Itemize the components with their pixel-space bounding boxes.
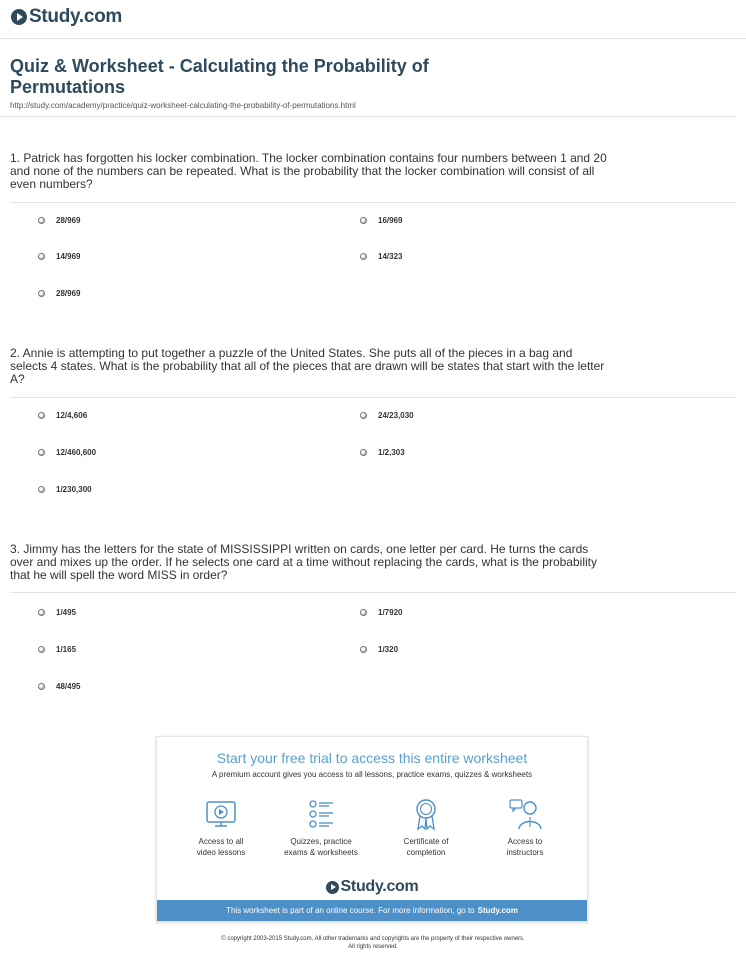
- radio-button-icon[interactable]: [38, 683, 45, 690]
- answer-option[interactable]: [38, 252, 80, 261]
- radio-button-icon[interactable]: [38, 412, 45, 419]
- copyright-line: © copyright 2003-2015 Study.com. All other trademarks and copyrights are the property of their respective owners.: [221, 936, 525, 942]
- feature-label: Certificate of completion: [403, 837, 449, 857]
- radio-button-icon[interactable]: [38, 486, 45, 493]
- video-lesson-icon: [204, 797, 238, 831]
- option-label: 1/7920: [378, 608, 403, 617]
- option-label: 1/165: [56, 645, 77, 654]
- option-label: 1/230,300: [56, 485, 92, 494]
- feature-label: Access to instructors: [506, 837, 544, 857]
- page-title: Quiz & Worksheet - Calculating the Probability of Permutations: [10, 56, 429, 97]
- promo-subheading: A premium account gives you access to all lessons, practice exams, quizzes & worksheets: [211, 770, 533, 779]
- radio-button-icon[interactable]: [360, 217, 367, 224]
- radio-button-icon[interactable]: [38, 290, 45, 297]
- option-label: 1/2,303: [378, 448, 405, 457]
- radio-button-icon[interactable]: [38, 253, 45, 260]
- title-divider: [0, 116, 736, 117]
- feature-instructors: [475, 797, 575, 858]
- question-1-text: 1. Patrick has forgotten his locker combination. The locker combination contains four numbers between 1 and 20 and none of the numbers can be repeated. What is the probability that the locker combination will consist of all even numbers?: [10, 151, 607, 191]
- answer-option[interactable]: [360, 411, 414, 420]
- option-label: 14/323: [378, 252, 403, 261]
- answer-option[interactable]: [360, 448, 405, 457]
- feature-video-lessons: [171, 797, 271, 858]
- option-label: 12/4,606: [56, 411, 88, 420]
- feature-certificate: [376, 797, 476, 858]
- instructor-chat-icon: [508, 797, 542, 831]
- feature-label: Quizzes, practice exams & worksheets: [284, 837, 358, 857]
- option-label: 28/969: [56, 216, 81, 225]
- page-url: http://study.com/academy/practice/quiz-worksheet-calculating-the-probability-of-permutations.html: [10, 101, 356, 110]
- logo-text: Study.com: [29, 6, 123, 27]
- course-info-bar[interactable]: [157, 900, 587, 921]
- feature-label: Access to all video lessons: [196, 837, 246, 857]
- radio-button-icon[interactable]: [360, 253, 367, 260]
- answer-option[interactable]: [38, 289, 80, 298]
- option-label: 16/969: [378, 216, 403, 225]
- rights-line: All rights reserved.: [348, 944, 398, 950]
- checklist-icon: [304, 797, 338, 831]
- answer-option[interactable]: [38, 216, 80, 225]
- answer-option[interactable]: [360, 608, 402, 617]
- answer-option[interactable]: [360, 252, 402, 261]
- answer-option[interactable]: [38, 411, 87, 420]
- certificate-ribbon-icon: [409, 797, 443, 831]
- radio-button-icon[interactable]: [38, 217, 45, 224]
- bar-text: This worksheet is part of an online course. For more information, go to: [226, 906, 475, 915]
- question-1-divider: [10, 202, 736, 203]
- question-3-text: 3. Jimmy has the letters for the state of MISSISSIPPI written on cards, one letter per card. He turns the cards over and mixes up the order. If he selects one card at a time without replacing the cards, what is the probability that he will spell the word MISS in order?: [10, 542, 597, 582]
- option-label: 24/23,030: [378, 411, 414, 420]
- option-label: 1/495: [56, 608, 77, 617]
- study-logo[interactable]: [11, 6, 122, 28]
- answer-option[interactable]: [38, 485, 92, 494]
- radio-button-icon[interactable]: [360, 412, 367, 419]
- radio-button-icon[interactable]: [360, 609, 367, 616]
- study-link[interactable]: Study.com: [477, 906, 518, 915]
- answer-option[interactable]: [360, 216, 402, 225]
- promo-study-logo[interactable]: [157, 878, 587, 896]
- radio-button-icon[interactable]: [360, 449, 367, 456]
- answer-option[interactable]: [38, 608, 76, 617]
- option-label: 1/320: [378, 645, 399, 654]
- option-label: 48/495: [56, 682, 81, 691]
- question-2-divider: [10, 397, 736, 398]
- answer-option[interactable]: [38, 682, 80, 691]
- header-divider: [0, 38, 746, 39]
- feature-quizzes: [271, 797, 371, 858]
- answer-option[interactable]: [38, 448, 96, 457]
- question-2-text: 2. Annie is attempting to put together a puzzle of the United States. She puts all of the pieces in a bag and selects 4 states. What is the probability that all of the pieces that are drawn will be states that start with the letter A?: [10, 346, 605, 386]
- copyright-footer: [0, 935, 746, 951]
- radio-button-icon[interactable]: [38, 449, 45, 456]
- answer-option[interactable]: [360, 645, 398, 654]
- option-label: 28/969: [56, 289, 81, 298]
- answer-option[interactable]: [38, 645, 76, 654]
- promo-heading[interactable]: Start your free trial to access this entire worksheet: [216, 750, 528, 766]
- option-label: 12/460,600: [56, 448, 97, 457]
- question-3-divider: [10, 592, 736, 593]
- play-circle-icon: [326, 881, 339, 894]
- radio-button-icon[interactable]: [360, 646, 367, 653]
- option-label: 14/969: [56, 252, 81, 261]
- logo-text: Study.com: [340, 878, 419, 895]
- radio-button-icon[interactable]: [38, 609, 45, 616]
- play-circle-icon: [11, 9, 27, 25]
- radio-button-icon[interactable]: [38, 646, 45, 653]
- free-trial-promo[interactable]: [156, 736, 588, 922]
